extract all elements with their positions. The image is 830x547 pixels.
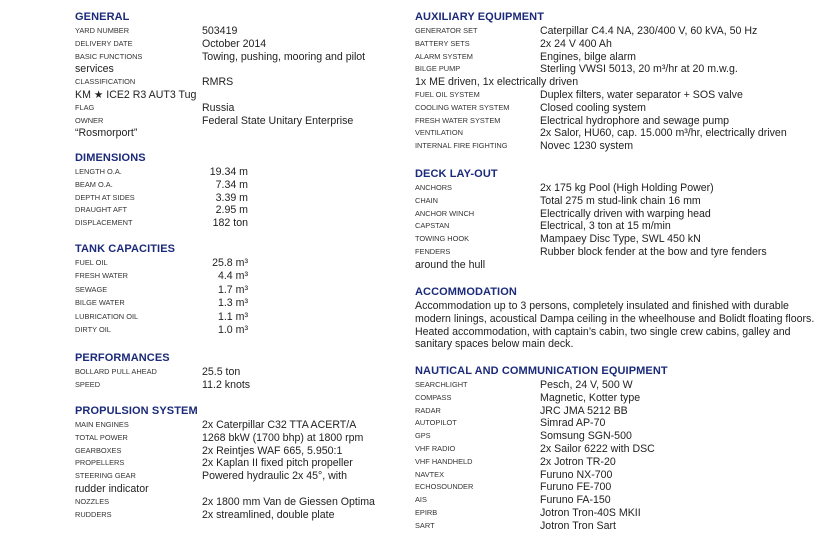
spec-row	[415, 494, 668, 507]
spec-value: Towing, pushing, mooring and pilot services	[75, 50, 366, 76]
spec-row	[415, 417, 668, 430]
spec-label: ECHOSOUNDER	[415, 482, 474, 492]
spec-label: VHF RADIO	[415, 443, 456, 453]
accommodation-text: Accommodation up to 3 persons, completely insulated and finished with durable modern linings, acoustical Dampa ceiling in the wheelhouse and Bolidt floating floors. Heated accommodation, with captain’s cabin, two single crew cabins, galley and sanitary spaces below main deck.	[415, 300, 815, 351]
spec-value: JRC JMA 5212 BB	[540, 404, 628, 417]
section-heading: PERFORMANCES	[75, 352, 170, 364]
spec-value: Electrical hydrophore and sewage pump	[540, 114, 730, 127]
spec-label: GPS	[415, 431, 431, 441]
spec-label: SEWAGE	[75, 284, 108, 294]
spec-value: Novec 1230 system	[540, 140, 634, 153]
spec-row	[415, 89, 787, 102]
spec-row	[415, 25, 787, 38]
spec-label: COOLING WATER SYSTEM	[415, 102, 510, 112]
spec-row	[415, 379, 668, 392]
spec-value: 1.0 m³	[217, 324, 248, 337]
spec-value: 19.34 m	[209, 166, 248, 178]
spec-row	[415, 430, 668, 443]
spec-label: BOLLARD PULL AHEAD	[75, 367, 157, 376]
spec-label: FUEL OIL	[75, 258, 108, 267]
spec-row	[75, 366, 250, 379]
spec-row	[415, 520, 668, 533]
spec-value: Mampaey Disc Type, SWL 450 kN	[540, 233, 701, 246]
spec-label: OWNER	[75, 115, 104, 125]
spec-row	[415, 405, 668, 418]
spec-label: LUBRICATION OIL	[75, 311, 139, 321]
spec-label: ALARM SYSTEM	[415, 51, 473, 61]
spec-value: 2x Jotron TR-20	[540, 455, 616, 468]
section-dimensions	[75, 152, 248, 230]
spec-value: 1268 bkW (1700 bhp) at 1800 rpm	[202, 431, 364, 444]
spec-label: STEERING GEAR	[75, 471, 136, 481]
spec-label: DELIVERY DATE	[75, 38, 133, 48]
spec-value: 2x 1800 mm Van de Giessen Optima	[202, 495, 375, 508]
section-heading: PROPULSION SYSTEM	[75, 405, 198, 417]
spec-value: 2x Salor, HU60, cap. 15.000 m³/hr, electrically driven	[540, 127, 787, 140]
spec-row	[75, 217, 248, 230]
spec-value: Pesch, 24 V, 500 W	[540, 379, 633, 391]
spec-label: VHF HANDHELD	[415, 456, 473, 466]
spec-label: SEARCHLIGHT	[415, 380, 468, 389]
section-nautical-communication	[415, 365, 668, 533]
spec-row	[75, 25, 365, 38]
spec-row	[75, 102, 365, 115]
spec-value: 7.34 m	[215, 178, 248, 191]
section-propulsion-system	[75, 405, 375, 521]
spec-row	[415, 38, 787, 51]
spec-label: SART	[415, 520, 435, 530]
spec-value: Engines, bilge alarm	[540, 50, 636, 63]
spec-row	[415, 182, 767, 195]
spec-label: RADAR	[415, 405, 441, 415]
spec-row	[415, 392, 668, 405]
spec-label: CHAIN	[415, 195, 438, 205]
spec-row	[75, 51, 365, 77]
section-tank-capacities	[75, 243, 248, 337]
spec-row	[415, 220, 767, 233]
spec-value: Powered hydraulic 2x 45°, with rudder indicator	[75, 470, 347, 495]
spec-value: Sterling VWSI 5013, 20 m³/hr at 20 m.w.g. 1x ME driven, 1x electrically driven	[415, 63, 738, 89]
spec-label: INTERNAL FIRE FIGHTING	[415, 141, 508, 151]
spec-row	[75, 419, 375, 432]
spec-row	[75, 311, 248, 324]
spec-value: Simrad AP-70	[540, 417, 606, 430]
spec-label: FUEL OIL SYSTEM	[415, 89, 480, 99]
spec-label: GENERATOR SET	[415, 26, 478, 35]
spec-label: NAVTEX	[415, 469, 445, 479]
spec-row	[415, 456, 668, 469]
spec-label: FENDERS	[415, 246, 451, 256]
spec-label: COMPASS	[415, 392, 452, 402]
spec-row	[415, 195, 767, 208]
spec-row	[75, 38, 365, 51]
spec-label: VENTILATION	[415, 128, 463, 138]
spec-label: DIRTY OIL	[75, 325, 111, 335]
spec-label: DISPLACEMENT	[75, 218, 133, 228]
spec-row	[415, 233, 767, 246]
section-heading: DECK LAY-OUT	[415, 168, 498, 180]
spec-label: TOTAL POWER	[75, 432, 128, 442]
spec-value: Somsung SGN-500	[540, 430, 632, 443]
spec-row	[415, 481, 668, 494]
spec-value: Electrical, 3 ton at 15 m/min	[540, 220, 671, 233]
spec-label: ANCHOR WINCH	[415, 208, 475, 218]
spec-row	[75, 297, 248, 310]
spec-row	[75, 457, 375, 470]
spec-label: RUDDERS	[75, 509, 112, 519]
spec-value: 2x 175 kg Pool (High Holding Power)	[540, 182, 714, 194]
spec-value: 2.95 m	[215, 204, 248, 217]
spec-value: 4.4 m³	[217, 270, 248, 283]
spec-value: 2x Sailor 6222 with DSC	[540, 442, 655, 455]
spec-label: DRAUGHT AFT	[75, 205, 128, 215]
spec-value: Jotron Tron-40S MKII	[540, 506, 641, 519]
spec-value: 1.1 m³	[217, 310, 248, 323]
spec-row	[75, 192, 248, 205]
spec-row	[75, 470, 375, 496]
spec-row	[75, 179, 248, 192]
spec-label: DEPTH AT SIDES	[75, 192, 135, 202]
spec-row	[415, 140, 787, 153]
spec-value: 1.3 m³	[217, 297, 248, 310]
spec-row	[75, 76, 365, 102]
spec-label: BILGE WATER	[75, 298, 125, 308]
spec-value: Jotron Tron Sart	[540, 519, 616, 532]
section-accommodation	[415, 286, 815, 351]
spec-row	[75, 204, 248, 217]
spec-label: AIS	[415, 495, 427, 505]
spec-value: 25.8 m³	[212, 257, 248, 269]
spec-value: Furuno FE-700	[540, 481, 612, 494]
spec-value: 2x Reintjes WAF 665, 5.950:1	[202, 444, 343, 457]
spec-value: Closed cooling system	[540, 101, 646, 114]
spec-row	[75, 284, 248, 297]
spec-value: 25.5 ton	[202, 366, 241, 378]
spec-row	[415, 507, 668, 520]
spec-label: SPEED	[75, 379, 101, 389]
spec-value: Rubber block fender at the bow and tyre fenders around the hull	[415, 245, 767, 271]
spec-row	[75, 509, 375, 522]
spec-label: MAIN ENGINES	[75, 420, 129, 429]
spec-row	[75, 496, 375, 509]
spec-value: 2x 24 V 400 Ah	[540, 37, 612, 50]
spec-value: Furuno NX-700	[540, 468, 613, 481]
spec-label: NOZZLES	[75, 496, 110, 506]
spec-value: 503419	[202, 25, 238, 37]
spec-label: CLASSIFICATION	[75, 77, 136, 87]
spec-value: 2x Caterpillar C32 TTA ACERT/A	[202, 419, 357, 431]
spec-label: FRESH WATER	[75, 271, 128, 281]
section-general	[75, 11, 365, 140]
spec-row	[75, 324, 248, 337]
spec-row	[415, 51, 787, 64]
spec-label: TOWING HOOK	[415, 234, 470, 244]
spec-value: Total 275 m stud-link chain 16 mm	[540, 194, 701, 207]
spec-row	[75, 257, 248, 270]
spec-value: RMRS KM ★ ICE2 R3 AUT3 Tug	[75, 76, 234, 101]
spec-label: LENGTH O.A.	[75, 167, 122, 176]
spec-label: GEARBOXES	[75, 445, 122, 455]
spec-label: BASIC FUNCTIONS	[75, 51, 143, 61]
spec-row	[415, 127, 787, 140]
spec-value: October 2014	[202, 37, 267, 50]
spec-value: 11.2 knots	[202, 378, 251, 391]
spec-value: 2x streamlined, double plate	[202, 508, 335, 521]
spec-label: BATTERY SETS	[415, 38, 470, 48]
spec-row	[75, 379, 250, 392]
section-heading: ACCOMMODATION	[415, 286, 517, 298]
spec-value: Federal State Unitary Enterprise “Rosmorport”	[75, 114, 354, 140]
spec-row	[75, 445, 375, 458]
spec-label: BEAM O.A.	[75, 179, 113, 189]
section-heading: AUXILIARY EQUIPMENT	[415, 11, 545, 23]
spec-value: 2x Kaplan II fixed pitch propeller	[202, 457, 353, 470]
spec-label: EPIRB	[415, 507, 438, 517]
spec-row	[75, 115, 365, 141]
spec-value: Russia	[202, 101, 235, 114]
spec-label: FRESH WATER SYSTEM	[415, 115, 501, 125]
spec-value: 182 ton	[212, 217, 248, 230]
spec-label: FLAG	[75, 102, 95, 112]
spec-row	[415, 443, 668, 456]
spec-value: Furuno FA-150	[540, 494, 611, 507]
spec-label: ANCHORS	[415, 183, 452, 192]
spec-value: Electrically driven with warping head	[540, 207, 711, 220]
spec-value: Duplex filters, water separator + SOS valve	[540, 88, 743, 101]
spec-row	[415, 115, 787, 128]
spec-label: PROPELLERS	[75, 458, 125, 468]
spec-label: CAPSTAN	[415, 221, 450, 231]
section-heading: DIMENSIONS	[75, 152, 146, 164]
spec-value: Caterpillar C4.4 NA, 230/400 V, 60 kVA, 50 Hz	[540, 25, 758, 37]
section-performances	[75, 352, 250, 392]
spec-value: 3.39 m	[215, 191, 248, 204]
section-heading: NAUTICAL AND COMMUNICATION EQUIPMENT	[415, 365, 668, 377]
spec-row	[75, 270, 248, 283]
spec-row	[415, 208, 767, 221]
spec-row	[75, 166, 248, 179]
spec-label: BILGE PUMP	[415, 64, 461, 74]
section-heading: GENERAL	[75, 11, 130, 23]
section-heading: TANK CAPACITIES	[75, 243, 176, 255]
spec-row	[415, 102, 787, 115]
spec-value: Magnetic, Kotter type	[540, 391, 641, 404]
spec-row	[415, 469, 668, 482]
spec-label: AUTOPILOT	[415, 418, 457, 428]
spec-row	[75, 432, 375, 445]
spec-row	[415, 63, 787, 89]
section-auxiliary-equipment	[415, 11, 787, 153]
spec-label: YARD NUMBER	[75, 26, 130, 35]
spec-value: 1.7 m³	[217, 283, 248, 296]
spec-row	[415, 246, 767, 272]
section-deck-layout	[415, 168, 767, 272]
